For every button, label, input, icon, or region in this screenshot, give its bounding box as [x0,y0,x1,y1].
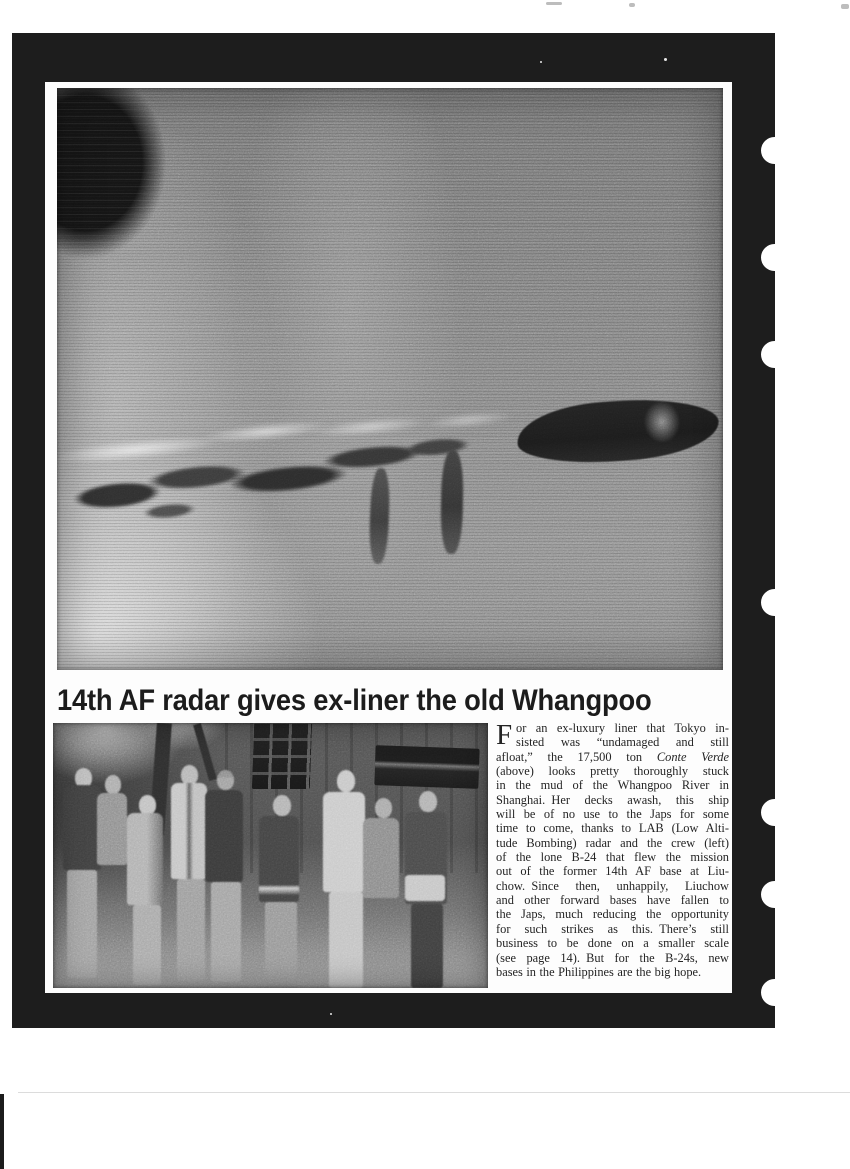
photo-edge-vignette [53,723,488,988]
binder-notch [761,881,775,908]
article-line: business to be done on a smaller scale [496,936,729,951]
article-line: Shanghai. Her decks awash, this ship [496,792,729,807]
binder-notch [761,589,775,616]
article-line: tude Bombing) radar and the crew (left) [496,835,729,850]
dust-speck [330,1013,332,1015]
article-line: for such strikes as this. There’s still [496,921,729,936]
article-line: in the mud of the Whangpoo River in [496,778,729,793]
binder-notch [761,244,775,271]
article-line: the Japs, much reducing the opportunity [496,907,729,922]
article-line: of the lone B-24 that flew the mission [496,850,729,865]
article-line: time to come, thanks to LAB (Low Alti- [496,821,729,836]
article-line: and other forward bases have fallen to [496,893,729,908]
article-line: chow. Since then, unhappily, Liuchow [496,878,729,893]
article-line: sisted was “undamaged and still [516,735,729,750]
binder-notch [761,341,775,368]
article-line: (see page 14). But for the B-24s, new [496,950,729,965]
article-line: out of the former 14th AF base at Liu- [496,864,729,879]
dust-speck [629,3,635,7]
crew-photo [53,723,488,988]
article-line: bases in the Philippines are the big hope. [496,964,702,979]
article-line: will be of no use to the Japs for some [496,807,729,822]
binder-notch [761,799,775,826]
binder-notch [761,137,775,164]
dust-speck [546,2,562,5]
article-line: (above) looks pretty thoroughly stuck [496,764,729,779]
page-title [57,684,733,724]
photo-edge-vignette [57,88,723,670]
headline-text: 14th AF radar gives ex-liner the old Whangpoo [57,684,652,717]
scanner-artifact-line [18,1092,850,1093]
article-line: afloat,” the 17,500 ton Conte Verde [496,749,729,764]
article-column [496,721,729,979]
dust-speck [664,58,667,61]
dust-speck [841,4,849,9]
ship-wreck-photo [57,88,723,670]
binder-notch [761,979,775,1006]
article-text [496,721,729,979]
dust-speck [540,61,542,63]
scanner-edge-shadow [0,1094,4,1169]
drop-cap: F [496,719,513,751]
article-line: or an ex-luxury liner that Tokyo in- [516,721,729,735]
